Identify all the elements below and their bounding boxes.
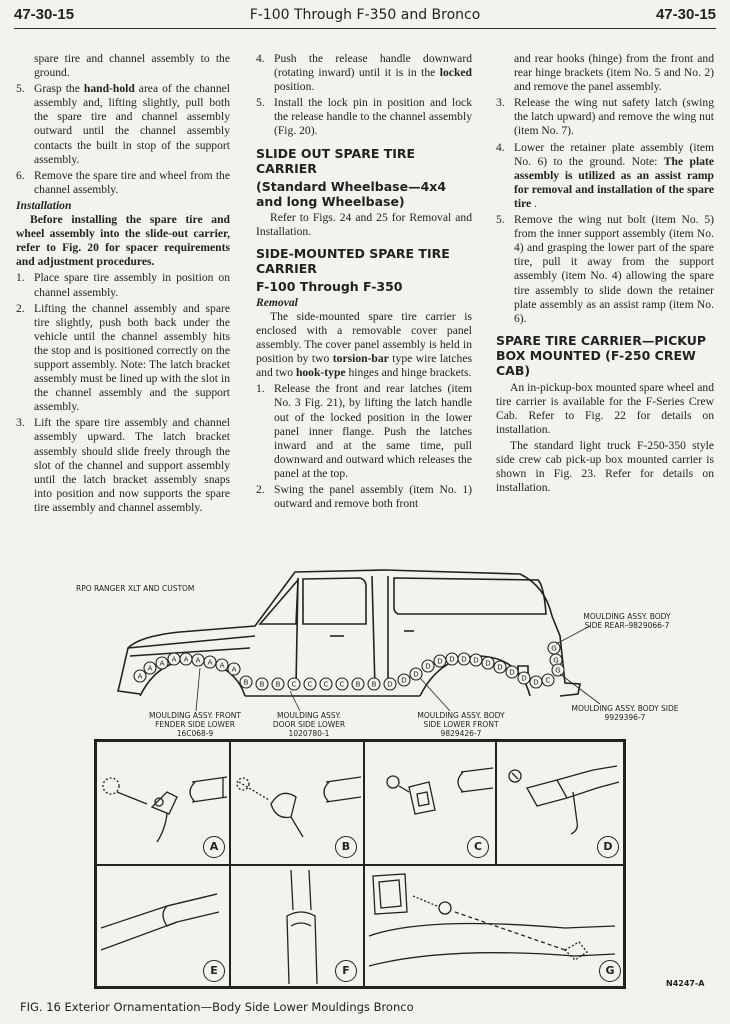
- moulding-bubble-letter: G: [553, 656, 559, 665]
- text-column-1: [16, 52, 230, 517]
- moulding-bubble-letter: D: [497, 663, 503, 672]
- label-door-side-lower: MOULDING ASSY. DOOR SIDE LOWER 1020780-1: [272, 711, 346, 738]
- detail-b: [230, 741, 364, 865]
- moulding-bubble-letter: A: [219, 661, 225, 670]
- label-body-side-rear: MOULDING ASSY. BODY SIDE REAR–9829066-7: [583, 612, 671, 630]
- moulding-bubble-letter: C: [307, 680, 313, 689]
- label-body-side: MOULDING ASSY. BODY SIDE 9929396-7: [571, 704, 679, 722]
- step-5: 5. Install the lock pin in position and lock the release handle to the channel assembly (Fig. 20).: [256, 96, 472, 138]
- detail-letter: C: [467, 836, 489, 858]
- moulding-bubble-letter: D: [413, 670, 419, 679]
- page-header: [14, 6, 716, 29]
- moulding-bubble-letter: C: [291, 680, 297, 689]
- step-1: 1. Release the front and rear latches (item No. 3 Fig. 21), by lifting the latch handle out of the locked position in the lower panel inner flange. Push the latches inward and at the same time, pull downward and outward which releases the panel at the top.: [256, 382, 472, 480]
- detail-letter: D: [597, 836, 619, 858]
- subheading-installation: Installation: [16, 198, 72, 212]
- moulding-bubble-letter: G: [555, 666, 561, 675]
- step-4: 4. Lower the retainer plate assembly (item No. 6) to the ground. Note: The plate assembly is utilized as an assist ramp for removal and installation of the spare tire .: [496, 140, 714, 210]
- moulding-bubble-letter: D: [449, 655, 455, 664]
- detail-f: [230, 865, 364, 987]
- moulding-bubble-letter: G: [551, 644, 557, 653]
- paragraph: and rear hooks (hinge) from the front and rear hinge brackets (item No. 5 and No. 2) and remove the panel assembly.: [514, 52, 714, 94]
- step-2: 2. Swing the panel assembly (item No. 1) outward and remove both front: [256, 482, 472, 511]
- moulding-bubble-letter: C: [339, 680, 345, 689]
- moulding-bubble-letter: D: [509, 668, 515, 677]
- label-front-fender-lower: MOULDING ASSY. FRONT FENDER SIDE LOWER 16C068-9: [149, 711, 241, 738]
- moulding-bubble-letter: B: [275, 680, 281, 689]
- moulding-bubble-letter: C: [545, 676, 551, 685]
- figure-caption: FIG. 16 Exterior Ornamentation—Body Side Lower Mouldings Bronco: [20, 1000, 414, 1014]
- detail-letter: A: [203, 836, 225, 858]
- installation-note: Before installing the spare tire and wheel assembly into the slide-out carrier, refer to Fig. 20 for spacer requirements and adjustment procedures.: [16, 213, 230, 269]
- moulding-bubble-letter: D: [521, 674, 527, 683]
- detail-letter: G: [599, 960, 621, 982]
- moulding-bubble-letter: A: [159, 659, 165, 668]
- removal-steps: [256, 382, 472, 511]
- moulding-bubble-letter: A: [137, 672, 143, 681]
- moulding-bubble-letter: D: [425, 662, 431, 671]
- moulding-bubble-letter: D: [461, 655, 467, 664]
- subheading-models: F-100 Through F-350: [256, 278, 403, 294]
- text-column-3: [496, 52, 714, 498]
- detail-d: [496, 741, 624, 865]
- moulding-bubble-letter: A: [207, 658, 213, 667]
- moulding-bubble-letter: A: [231, 665, 237, 674]
- detail-e: [96, 865, 230, 987]
- installation-steps: [16, 271, 230, 515]
- moulding-bubble-letter: B: [243, 678, 249, 687]
- removal-steps: [16, 82, 230, 197]
- step-5: 5. Remove the wing nut bolt (item No. 5) from the inner support assembly (item No. 4) and grasping the lower part of the spare tire, pull it away from the support assembly (item No. 4) allowing the spare tire assembly to slide down the retainer plate assembly as an assist ramp (item No. 6).: [496, 213, 714, 325]
- step-5: 5. Grasp the hand-hold area of the channel assembly and, lifting slightly, pull both the spare tire and channel assembly outward until the channel assembly contacts the built in stop of the support assembly.: [16, 82, 230, 166]
- text-column-2: [256, 52, 472, 513]
- moulding-bubble-letter: B: [371, 680, 377, 689]
- step-6: 6. Remove the spare tire and wheel from the channel assembly.: [16, 168, 230, 196]
- step-4: 4. Push the release handle downward (rotating inward) until it is in the locked position.: [256, 52, 472, 94]
- header-title: F-100 Through F-350 and Bronco: [249, 7, 481, 23]
- rpo-label: RPO RANGER XLT AND CUSTOM: [76, 584, 195, 593]
- moulding-bubble-letter: B: [259, 680, 265, 689]
- paragraph: The side-mounted spare tire carrier is enclosed with a removable cover panel assembly. The cover panel assembly is held in position by two torsion-bar type wire latches and two hook-type hinges and hinge brackets.: [256, 309, 472, 380]
- heading-pickup-box-carrier: SPARE TIRE CARRIER—PICKUP BOX MOUNTED (F-250 CREW CAB): [496, 332, 707, 378]
- moulding-bubble-letter: A: [183, 655, 189, 664]
- label-body-side-lower-front: MOULDING ASSY. BODY SIDE LOWER FRONT 9829426-7: [417, 711, 505, 738]
- paragraph: Refer to Figs. 24 and 25 for Removal and Installation.: [256, 210, 472, 238]
- moulding-bubble-letter: D: [437, 657, 443, 666]
- removal-steps-cont: [496, 96, 714, 326]
- subheading-removal: Removal: [256, 295, 298, 309]
- moulding-bubble-letter: D: [401, 676, 407, 685]
- page-number-left: 47-30-15: [14, 6, 75, 23]
- moulding-bubble-letter: A: [171, 655, 177, 664]
- heading-side-mounted-carrier: SIDE-MOUNTED SPARE TIRE CARRIER: [256, 245, 450, 276]
- detail-letter: E: [203, 960, 225, 982]
- detail-c: [364, 741, 496, 865]
- step-3: 3. Release the wing nut safety latch (swing the latch upward) and remove the wing nut (item No. 7).: [496, 96, 714, 138]
- moulding-bubble-letter: A: [147, 664, 153, 673]
- installation-steps-cont: [256, 52, 472, 139]
- moulding-bubble-letter: D: [485, 659, 491, 668]
- figure-id: N4247-A: [666, 979, 705, 988]
- paragraph: An in-pickup-box mounted spare wheel and tire carrier is available for the F-Series Crew Cab. Refer to Fig. 22 for details on installation.: [496, 380, 714, 437]
- detail-letter: F: [335, 960, 357, 982]
- moulding-bubble-letter: B: [355, 680, 361, 689]
- subheading-wheelbase: (Standard Wheelbase—4x4 and long Wheelbase): [256, 178, 447, 209]
- moulding-bubble-letter: D: [387, 680, 393, 689]
- step-1: 1. Place spare tire assembly in position on channel assembly.: [16, 271, 230, 299]
- paragraph: The standard light truck F-250-350 style side crew cab pick-up box mounted carrier is shown in Fig. 23. Refer for details on installation.: [496, 439, 714, 495]
- moulding-bubble-letter: D: [533, 678, 539, 687]
- step-2: 2. Lifting the channel assembly and spare tire slightly, push both back under the vehicle until the channel assembly hits the stop and is positioned correctly on the support assembly. Note: The latch bracket assembly must be lined up with the slot in the channel assembly and the support assembly.: [16, 301, 230, 414]
- paragraph: spare tire and channel assembly to the ground.: [34, 52, 230, 80]
- moulding-bubble-letter: C: [323, 680, 329, 689]
- page-number-right: 47-30-15: [655, 6, 716, 23]
- heading-slide-out-carrier: SLIDE OUT SPARE TIRE CARRIER: [256, 145, 416, 176]
- detail-grid: [94, 739, 626, 989]
- detail-g: [364, 865, 624, 987]
- moulding-bubble-letter: A: [195, 656, 201, 665]
- step-3: 3. Lift the spare tire assembly and channel assembly upward. The latch bracket assembly should slide freely through the slot of the channel and support assembly until the latch bracket assembly snaps into position and now supports the spare tire assembly and channel assembly.: [16, 416, 230, 514]
- moulding-bubble-letter: D: [473, 656, 479, 665]
- detail-letter: B: [335, 836, 357, 858]
- detail-a: [96, 741, 230, 865]
